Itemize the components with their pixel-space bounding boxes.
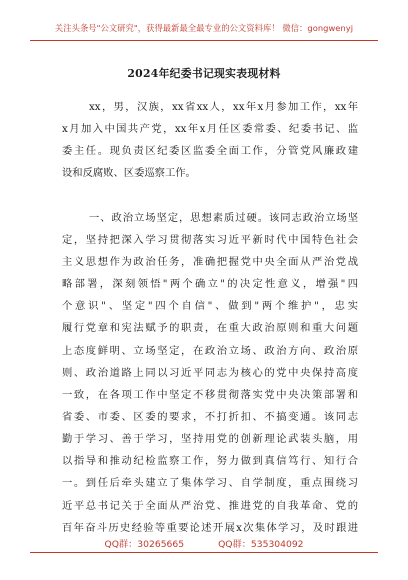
paragraph-2-line: 略部署，深刻领悟"两个确立"的决定性意义，增强"四: [62, 278, 358, 291]
paragraph-1-line: 设和反腐败、区委巡察工作。: [62, 167, 196, 180]
paragraph-2-line: 上态度鲜明、立场坚定，在政治立场、政治方向、政治原: [62, 344, 358, 357]
paragraph-2-line: 个意识"、坚定"四个自信"、做到"两个维护"，忠实: [62, 300, 358, 313]
footer-qq-group-2: QQ群：535304092: [218, 539, 304, 550]
paragraph-1-line: x月加入中国共产党，xx年x月任区委常委、纪委书记、监: [62, 123, 358, 136]
paragraph-2-line: 省委、市委、区委的要求，不打折扣、不搞变通。该同志: [62, 410, 358, 423]
paragraph-2-line: 定，坚持把深入学习贯彻落实习近平新时代中国特色社会: [62, 233, 358, 246]
paragraph-1-line: 委主任。现负责区纪委区监委全面工作，分管党风廉政建: [62, 145, 358, 158]
paragraph-2-line: 近平总书记关于全面从严治党、推进党的自我革命、党的: [62, 499, 358, 512]
paragraph-2-line: 则、政治道路上同以习近平同志为核心的党中央保持高度: [62, 366, 358, 379]
paragraph-2-line: 以指导和推动纪检监察工作，努力做到真信笃行、知行合: [62, 455, 358, 468]
document-title: 2024年纪委书记现实表现材料: [127, 67, 281, 80]
paragraph-2-line: 一致，在各项工作中坚定不移贯彻落实党中央决策部署和: [62, 388, 358, 401]
paragraph-gap: [62, 185, 358, 207]
header-divider: [30, 40, 378, 41]
paragraph-2-line: 履行党章和宪法赋予的职责，在重大政治原则和重大问题: [62, 322, 358, 335]
paragraph-2-line: 一。到任后牵头建立了集体学习、自学制度，重点围绕习: [62, 477, 358, 490]
paragraph-1-line: xx，男，汉族，xx省xx人，xx年x月参加工作，xx年: [89, 101, 358, 113]
paragraph-2-line: 主义思想作为政治任务，准确把握党中央全面从严治党战: [62, 255, 358, 268]
header-note: 关注头条号"公文研究"，获得最新最全最专业的公文资料库！ 微信：gongwenyj: [54, 23, 354, 33]
footer-qq-group-1: QQ群：30265665: [104, 539, 185, 550]
paragraph-2-line: 百年奋斗历史经验等重要论述开展x次集体学习，及时跟进: [62, 521, 358, 534]
document-body: [62, 96, 358, 539]
footer-divider: [30, 552, 378, 553]
footer-contact: [0, 536, 408, 550]
paragraph-2-line: 勤于学习、善于学习，坚持用党的创新理论武装头脑，用: [62, 433, 358, 446]
paragraph-2-line: 一、政治立场坚定，思想素质过硬。该同志政治立场坚: [89, 211, 358, 224]
